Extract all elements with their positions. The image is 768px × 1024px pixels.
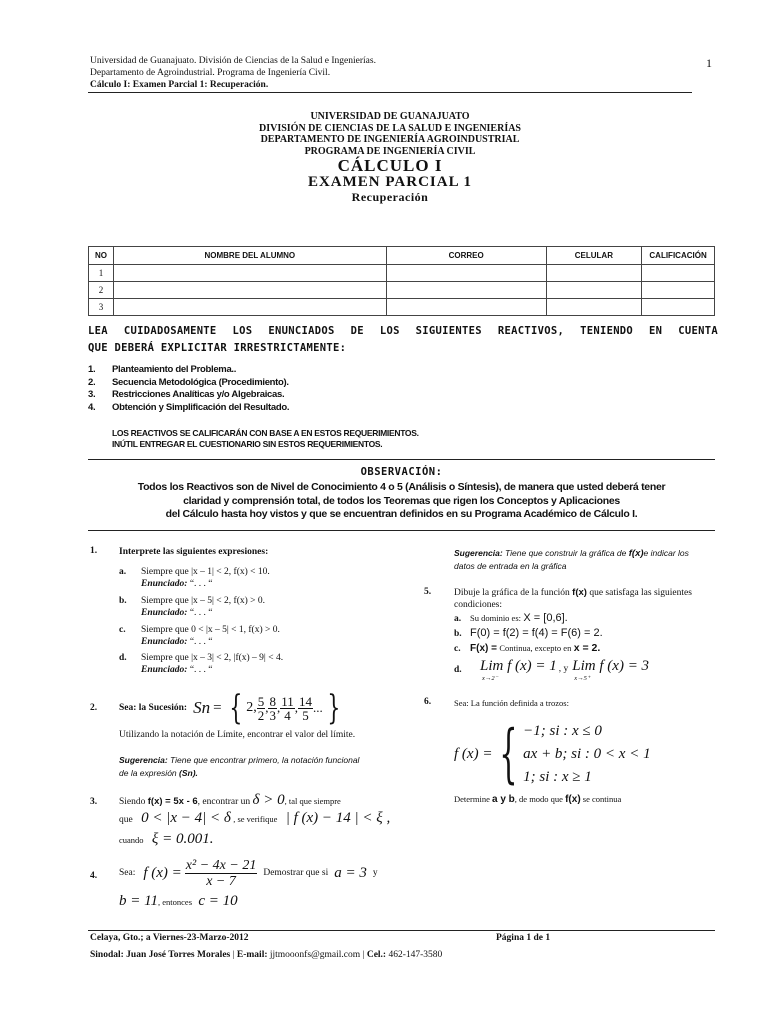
question-3-line2: que 0 < |x − 4| < δ , se verifique | f (x) − 14 | < ξ , <box>119 810 391 826</box>
roster-phone-cell[interactable] <box>546 299 641 316</box>
question-6-piecewise: f (x) = { −1; si : x ≤ 0 ax + b; si : 0 < x < 1 1; si : x ≥ 1 <box>454 717 651 791</box>
question-1d: d. Siempre que |x – 3| < 2, |f(x) – 9| < 4. Enunciado: “. . . “ <box>119 653 284 675</box>
instructions-heading-line1: LEA CUIDADOSAMENTE LOS ENUNCIADOS DE LOS SIGUIENTES REACTIVOS, TENIENDO EN CUENTA <box>88 325 718 337</box>
program-name: PROGRAMA DE INGENIERÍA CIVIL <box>304 145 476 157</box>
question-1-number: 1. <box>90 546 98 556</box>
roster-row-number: 1 <box>89 265 114 282</box>
sequence-term: $\frac{14}{5}$ <box>298 693 312 723</box>
question-2-text: Utilizando la notación de Límite, encontrar el valor del límite. <box>119 730 356 740</box>
question-6-intro: Sea: La función definida a trozos: <box>454 698 569 708</box>
grading-note-1: LOS REACTIVOS SE CALIFICARÁN CON BASE A EN ESTOS REQUERIMIENTOS. <box>112 428 419 438</box>
question-4-number: 4. <box>90 871 98 881</box>
exam-type: Recuperación <box>351 190 429 204</box>
instructions-heading-line2: QUE DEBERÁ EXPLICITAR IRRESTRICTAMENTE: <box>88 342 347 354</box>
roster-phone-cell[interactable] <box>546 282 641 299</box>
instructions-heading <box>88 323 718 357</box>
roster-row-number: 2 <box>89 282 114 299</box>
limit-1: Lim f (x) = 1 x→2⁻ <box>480 658 557 682</box>
roster-header-phone: CELULAR <box>546 247 641 265</box>
roster-name-cell[interactable] <box>113 282 386 299</box>
student-roster-table <box>88 246 715 316</box>
roster-header-row <box>89 247 715 265</box>
title-block <box>88 111 692 157</box>
course-title: CÁLCULO I <box>337 156 443 175</box>
division-name: DIVISIÓN DE CIENCIAS DE LA SALUD E INGENIERÍAS <box>258 122 521 134</box>
question-3-line1: Siendo f(x) = 5x - 6, encontrar un δ > 0, tal que siempre <box>119 792 341 808</box>
question-5d: d. Lim f (x) = 1 x→2⁻ , y Lim f (x) = 3 x→5⁺ <box>454 658 650 682</box>
grading-notes <box>112 428 419 450</box>
right-brace: } <box>327 688 341 728</box>
question-5a: a. Su dominio es: X = [0,6]. <box>454 612 568 624</box>
requirement-item: 4. Obtención y Simplificación del Resultado. <box>88 401 290 413</box>
limit-2: Lim f (x) = 3 x→5⁺ <box>572 658 650 682</box>
roster-header-no: NO <box>89 247 114 265</box>
requirements-list <box>88 364 289 414</box>
question-1c: c. Siempre que 0 < |x – 5| < 1, f(x) > 0. Enunciado: “. . . “ <box>119 625 280 647</box>
roster-row-number: 3 <box>89 299 114 316</box>
roster-row <box>89 282 715 299</box>
question-4-line1: Sea: f (x) = $\frac{\text{x² − 4x − 21}}{x - 7}$ Demostrar que si a = 3 y <box>119 857 378 889</box>
observation-line2: claridad y comprensión total, de todos los Teoremas que rigen los Conceptos y Aplicaciones <box>183 494 620 507</box>
roster-header-email: CORREO <box>386 247 546 265</box>
question-4-line2: b = 11, entonces c = 10 <box>119 893 238 909</box>
sequence-term: $\frac{8}{3}$ <box>269 693 276 723</box>
observation-bottom-rule <box>88 530 715 531</box>
roster-grade-cell[interactable] <box>642 265 715 282</box>
requirement-item: 3. Restricciones Analíticas y/o Algebraicas. <box>88 389 285 400</box>
university-name: UNIVERSIDAD DE GUANAJUATO <box>310 111 470 122</box>
question-4-fraction: $\frac{\text{x² − 4x − 21}}{x - 7}$ <box>185 857 257 889</box>
observation-top-rule <box>88 459 715 460</box>
left-brace: { <box>228 688 242 728</box>
footer-sinodal: Sinodal: Juan José Torres Morales | E-mail: jjtmooonfs@gmail.com | Cel.: 462-147-3580 <box>90 950 443 960</box>
observation-body <box>88 481 715 522</box>
header-rule <box>88 92 692 93</box>
footer-rule <box>88 930 715 931</box>
sequence-term: $\frac{5}{2}$ <box>257 693 265 723</box>
requirement-item: 2. Secuencia Metodológica (Procedimiento). <box>88 376 289 388</box>
question-2-number: 2. <box>90 703 98 713</box>
roster-grade-cell[interactable] <box>642 299 715 316</box>
question-5-intro: Dibuje la gráfica de la función f(x) que satisfaga las siguientes condiciones: <box>454 587 692 610</box>
question-5-number: 5. <box>424 587 432 597</box>
roster-email-cell[interactable] <box>386 299 546 316</box>
roster-row <box>89 299 715 316</box>
roster-row <box>89 265 715 282</box>
question-3-number: 3. <box>90 797 98 807</box>
roster-header-grade: CALIFICACIÓN <box>642 247 715 265</box>
roster-header-name: NOMBRE DEL ALUMNO <box>113 247 386 265</box>
question-1-title: Interprete las siguientes expresiones: <box>119 547 269 557</box>
roster-phone-cell[interactable] <box>546 265 641 282</box>
footer-place-date: Celaya, Gto.; a Viernes-23-Marzo-2012 <box>90 933 249 943</box>
question-2-sequence: Sea: la Sucesión: Sn = { 2, $\frac{5}{2}$ , $\frac{8}{3}$ , $\frac{11}{4}$ , $\frac{14}{5}$ ... } <box>119 688 341 728</box>
department-name: DEPARTAMENTO DE INGENIERÍA AGROINDUSTRIAL <box>260 134 520 145</box>
question-3-line3: cuando ξ = 0.001. <box>119 831 214 847</box>
running-header-line3: Cálculo I: Examen Parcial 1: Recuperación. <box>90 80 269 90</box>
grading-note-2: INÚTIL ENTREGAR EL CUESTIONARIO SIN ESTOS REQUERIMIENTOS. <box>112 439 383 449</box>
question-6-number: 6. <box>424 697 432 707</box>
question-5b: b. F(0) = f(2) = f(4) = F(6) = 2. <box>454 627 603 639</box>
question-2-hint: Sugerencia: Tiene que encontrar primero, la notación funcional de la expresión (Sn). <box>119 755 360 778</box>
observation-line3: del Cálculo hasta hoy vistos y que se encuentran definidos en su Programa Académico de Cálculo I. <box>165 508 638 520</box>
question-5c: c. F(x) = Continua, excepto en x = 2. <box>454 642 601 654</box>
footer-email[interactable]: jjtmooonfs@gmail.com <box>269 950 361 960</box>
footer-page: Página 1 de 1 <box>496 933 551 943</box>
exam-title: EXAMEN PARCIAL 1 <box>307 174 473 190</box>
page-number: 1 <box>706 56 712 70</box>
roster-email-cell[interactable] <box>386 282 546 299</box>
roster-name-cell[interactable] <box>113 265 386 282</box>
question-1b: b. Siempre que |x – 5| < 2, f(x) > 0. Enunciado: “. . . “ <box>119 596 266 618</box>
roster-email-cell[interactable] <box>386 265 546 282</box>
observation-title: OBSERVACIÓN: <box>360 466 443 478</box>
question-6-task: Determine a y b, de modo que f(x) se continua <box>454 794 622 805</box>
piecewise-cases: −1; si : x ≤ 0 ax + b; si : 0 < x < 1 1; si : x ≥ 1 <box>523 722 651 785</box>
piecewise-brace: { <box>499 717 518 791</box>
roster-name-cell[interactable] <box>113 299 386 316</box>
running-header-line1: Universidad de Guanajuato. División de Ciencias de la Salud e Ingenierías. <box>90 56 376 66</box>
question-1a: a. Siempre que |x – 1| < 2, f(x) < 10. Enunciado: “. . . “ <box>119 567 270 589</box>
observation-line1: Todos los Reactivos son de Nivel de Conocimiento 4 o 5 (Análisis o Síntesis), de manera que usted deberá tener <box>137 481 666 493</box>
running-header-line2: Departamento de Agroindustrial. Programa de Ingeniería Civil. <box>90 68 331 78</box>
roster-grade-cell[interactable] <box>642 282 715 299</box>
graph-hint: Sugerencia: Tiene que construir la gráfica de f(x)e indicar los datos de entrada en la gráfica <box>454 548 689 571</box>
requirement-item: 1. Planteamiento del Problema.. <box>88 364 237 375</box>
sequence-term: $\frac{11}{4}$ <box>281 693 294 723</box>
